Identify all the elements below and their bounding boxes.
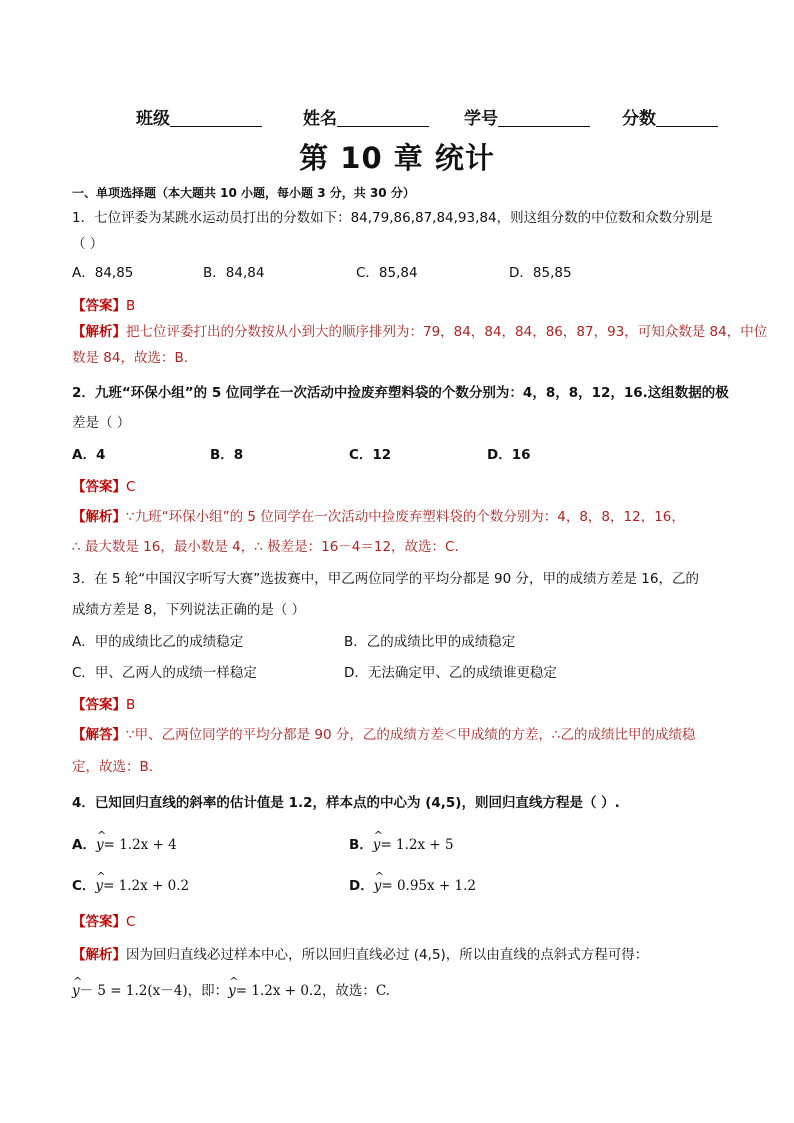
answer-tag: 【答案】 [72,914,126,930]
option-formula: = 1.2x + 4 [103,837,177,853]
y-hat-symbol: ^ y [96,835,104,855]
q4-option-b[interactable] [349,835,454,855]
score-field [622,104,718,129]
name-blank[interactable] [337,110,429,127]
q3-stem-line-2: 成绩方差是 8，下列说法正确的是（ ） [72,602,306,618]
analysis-tag: 【解析】 [72,324,126,340]
answer-tag: 【答案】 [72,697,126,713]
q1-option-b[interactable]: B．84,84 [203,265,265,281]
q2-option-a[interactable]: A．4 [72,447,106,463]
q2-stem-line-2: 差是（ ） [72,415,131,431]
answer-tag: 【答案】 [72,298,126,314]
student-id-field [464,104,590,129]
score-blank[interactable] [656,110,718,127]
q3-option-a[interactable]: A．甲的成绩比乙的成绩稳定 [72,634,244,650]
score-label: 分数 [622,109,656,129]
analysis-text: 因为回归直线必过样本中心，所以回归直线必过 (4,5)，所以由直线的点斜式方程可得： [126,947,649,963]
option-formula: = 0.95x + 1.2 [381,878,476,894]
y-hat-symbol: ^ y [374,876,382,896]
q2-option-d[interactable]: D．16 [487,447,531,463]
q3-option-c[interactable]: C．甲、乙两人的成绩一样稳定 [72,665,257,681]
answer-value: B [126,697,136,713]
q4-option-c[interactable] [72,876,189,896]
section-heading: 一、单项选择题（本大题共 10 小题，每小题 3 分，共 30 分） [72,186,415,200]
name-label: 姓名 [303,109,337,129]
q1-analysis-line-1 [72,322,767,342]
q2-option-c[interactable]: C．12 [349,447,392,463]
analysis-tag: 【解析】 [72,509,126,525]
class-field [136,104,262,129]
name-field [303,104,429,129]
analysis-text: ∵甲、乙两位同学的平均分都是 90 分，乙的成绩方差＜甲成绩的方差，∴乙的成绩比甲的成绩稳 [126,727,696,743]
answer-value: C [126,479,136,495]
q4-answer [72,912,135,932]
q3-option-d[interactable]: D．无法确定甲、乙的成绩谁更稳定 [344,665,557,681]
analysis-text: ∵九班“环保小组”的 5 位同学在一次活动中捡废弃塑料袋的个数分别为：4，8，8，12，16， [126,509,685,525]
option-letter: B． [349,837,373,853]
q2-analysis-line-1 [72,507,685,527]
option-letter: D． [349,878,374,894]
q2-answer [72,477,135,497]
q2-analysis-line-2: ∴ 最大数是 16，最小数是 4，∴ 极差是：16－4＝12，故选：C. [72,539,459,555]
q2-stem-line-1: 2．九班“环保小组”的 5 位同学在一次活动中捡废弃塑料袋的个数分别为：4，8，8，12，16.这组数据的极 [72,385,729,401]
q3-answer [72,695,135,715]
q4-analysis-line-1 [72,945,648,965]
q2-option-b[interactable]: B．8 [210,447,244,463]
analysis-formula-1: － 5 = 1.2(x－4)，即： [79,983,229,999]
q3-option-b[interactable]: B．乙的成绩比甲的成绩稳定 [344,634,516,650]
option-formula: = 1.2x + 0.2 [103,878,190,894]
q4-analysis-line-2 [72,981,390,1001]
analysis-tag: 【解析】 [72,947,126,963]
y-hat-symbol: ^ y [72,981,80,1001]
q1-answer [72,296,135,316]
analysis-formula-2: = 1.2x + 0.2，故选：C. [235,983,390,999]
q1-option-d[interactable]: D．85,85 [509,265,572,281]
q4-option-a[interactable] [72,835,177,855]
answer-value: C [126,914,136,930]
option-letter: C． [72,878,96,894]
q3-analysis-line-2: 定，故选：B. [72,759,154,775]
q1-option-a[interactable]: A．84,85 [72,265,134,281]
chapter-title: 第 10 章 统计 [299,141,495,175]
q3-stem-line-1: 3．在 5 轮“中国汉字听写大赛”选拔赛中，甲乙两位同学的平均分都是 90 分，甲的成绩方差是 16，乙的 [72,571,699,587]
answer-value: B [126,298,136,314]
q1-analysis-line-2: 数是 84，故选：B. [72,350,189,366]
q4-stem: 4．已知回归直线的斜率的估计值是 1.2，样本点的中心为 (4,5)，则回归直线方程是（ ）. [72,795,620,811]
student-id-blank[interactable] [498,110,590,127]
answer-tag: 【答案】 [72,479,126,495]
y-hat-symbol: ^ y [373,835,381,855]
analysis-text: 把七位评委打出的分数按从小到大的顺序排列为：79，84，84，84，86，87，93，可知众数是 84，中位 [126,324,768,340]
analysis-tag: 【解答】 [72,727,126,743]
class-blank[interactable] [170,110,262,127]
q1-option-c[interactable]: C．85,84 [356,265,418,281]
y-hat-symbol: ^ y [228,981,236,1001]
q4-option-d[interactable] [349,876,476,896]
option-letter: A． [72,837,96,853]
y-hat-symbol: ^ y [95,876,103,896]
q3-analysis-line-1 [72,725,695,745]
q1-stem-line-1: 1．七位评委为某跳水运动员打出的分数如下：84,79,86,87,84,93,84，则这组分数的中位数和众数分别是 [72,210,713,226]
option-formula: = 1.2x + 5 [380,837,454,853]
q1-stem-line-2: （ ） [72,236,104,252]
class-label: 班级 [136,109,170,129]
student-id-label: 学号 [464,109,498,129]
